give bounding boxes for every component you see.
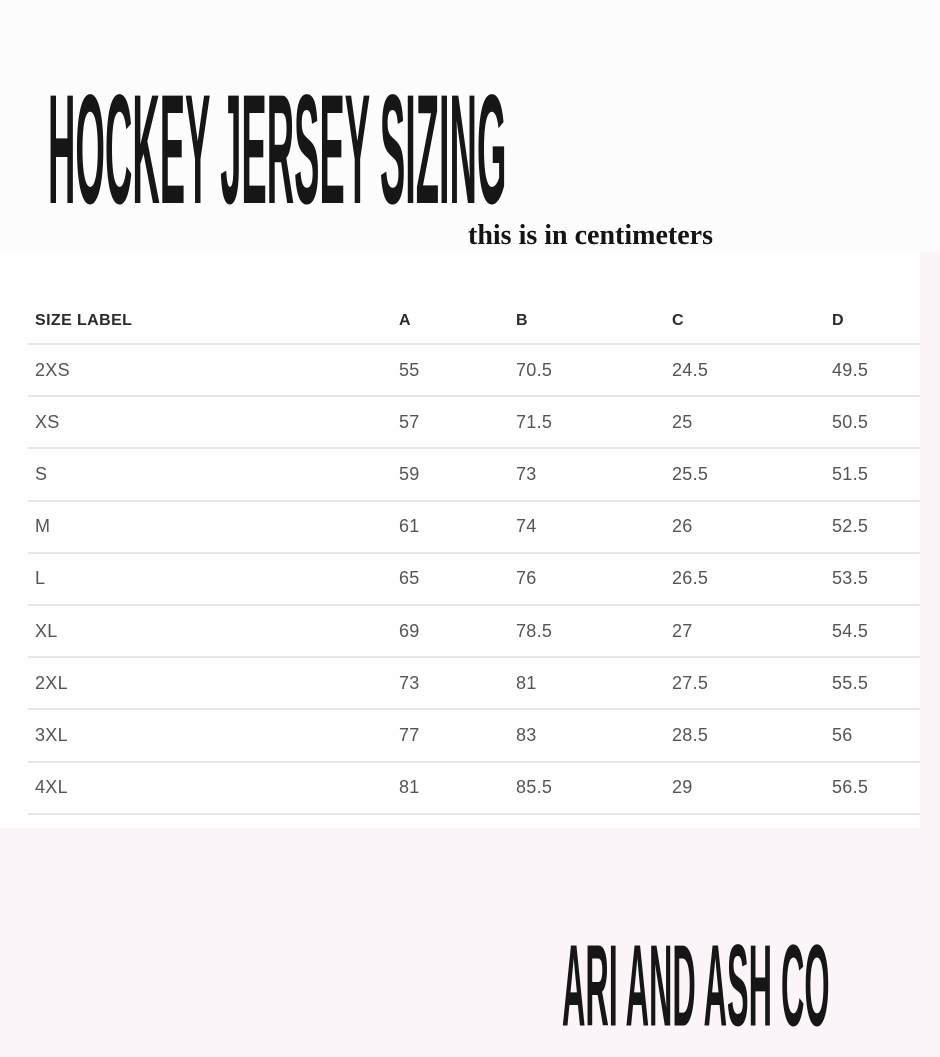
measurement-cell: 73 (399, 672, 420, 693)
table-row (28, 345, 920, 397)
measurement-cell: 73 (516, 463, 537, 484)
table-row (28, 554, 920, 606)
size-cell: XL (35, 620, 58, 641)
measurement-cell: 53.5 (832, 568, 869, 589)
measurement-cell: 26.5 (672, 568, 709, 589)
measurement-cell: 27.5 (672, 672, 709, 693)
measurement-cell: 50.5 (832, 411, 869, 432)
size-cell: 2XL (35, 672, 68, 693)
measurement-cell: 24.5 (672, 359, 709, 380)
size-cell: S (35, 463, 48, 484)
measurement-cell: 78.5 (516, 620, 553, 641)
page-subtitle: this is in centimeters (468, 220, 713, 251)
measurement-cell: 83 (516, 724, 537, 745)
size-cell: M (35, 516, 51, 537)
measurement-cell: 27 (672, 620, 693, 641)
measurement-cell: 25 (672, 411, 693, 432)
measurement-cell: 69 (399, 620, 420, 641)
size-cell: L (35, 568, 46, 589)
measurement-cell: 52.5 (832, 516, 869, 537)
measurement-cell: 54.5 (832, 620, 869, 641)
measurement-cell: 56.5 (832, 777, 869, 798)
table-row (28, 502, 920, 554)
table-row (28, 606, 920, 658)
column-header-d: D (832, 312, 844, 329)
measurement-cell: 85.5 (516, 777, 553, 798)
measurement-cell: 26 (672, 516, 693, 537)
table-header-row (28, 299, 920, 345)
table-row (28, 449, 920, 501)
measurement-cell: 57 (399, 411, 420, 432)
measurement-cell: 74 (516, 516, 537, 537)
table-row (28, 658, 920, 710)
column-header-size-label: SIZE LABEL (35, 312, 133, 329)
measurement-cell: 81 (399, 777, 420, 798)
column-header-c: C (672, 312, 684, 329)
size-cell: XS (35, 411, 60, 432)
measurement-cell: 76 (516, 568, 537, 589)
measurement-cell: 55 (399, 359, 420, 380)
measurement-cell: 71.5 (516, 411, 553, 432)
measurement-cell: 61 (399, 516, 420, 537)
column-header-a: A (399, 312, 411, 329)
measurement-cell: 29 (672, 777, 693, 798)
table-row (28, 710, 920, 762)
measurement-cell: 56 (832, 724, 853, 745)
measurement-cell: 59 (399, 463, 420, 484)
measurement-cell: 77 (399, 724, 420, 745)
measurement-cell: 25.5 (672, 463, 709, 484)
measurement-cell: 65 (399, 568, 420, 589)
table-row (28, 763, 920, 815)
measurement-cell: 28.5 (672, 724, 709, 745)
measurement-cell: 49.5 (832, 359, 869, 380)
size-cell: 3XL (35, 724, 68, 745)
column-header-b: B (516, 312, 528, 329)
measurement-cell: 70.5 (516, 359, 553, 380)
measurement-cell: 51.5 (832, 463, 869, 484)
size-cell: 4XL (35, 777, 68, 798)
measurement-cell: 55.5 (832, 672, 869, 693)
measurement-cell: 81 (516, 672, 537, 693)
size-cell: 2XS (35, 359, 70, 380)
brand-wordmark: ARI AND ASH CO (562, 924, 830, 1052)
sizing-table (28, 299, 920, 815)
table-row (28, 397, 920, 449)
page-title: HOCKEY JERSEY SIZING (48, 65, 507, 239)
